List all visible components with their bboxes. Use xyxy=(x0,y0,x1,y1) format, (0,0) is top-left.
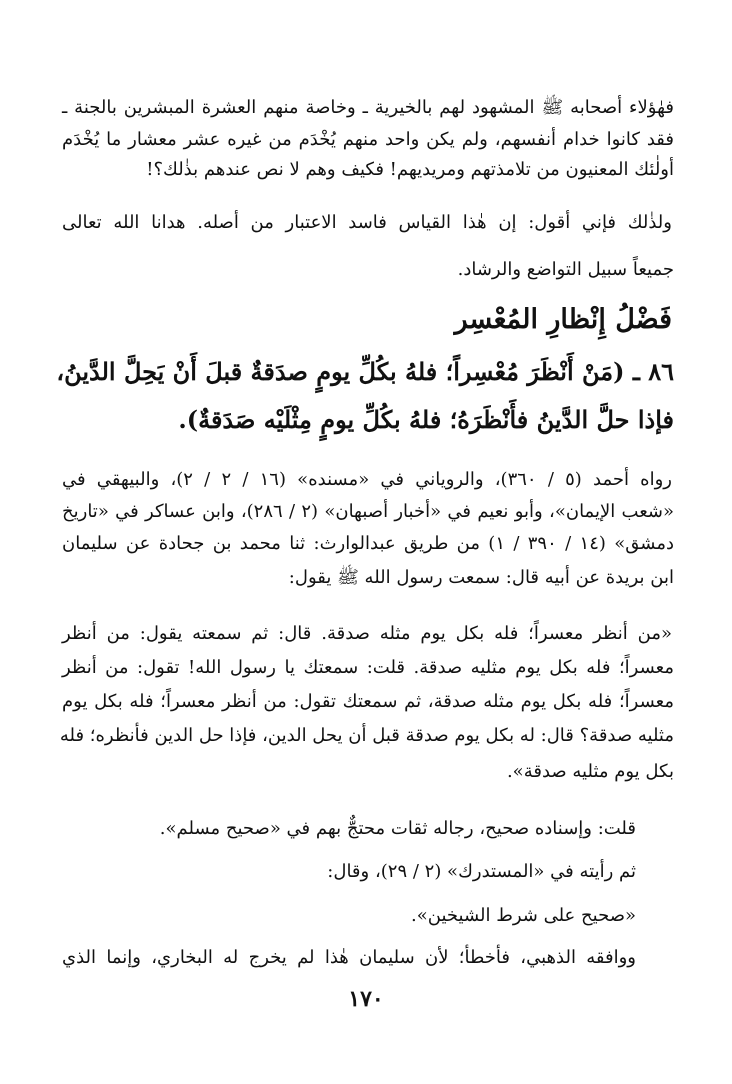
p2-line-2: جميعاً سبيل التواضع والرشاد. xyxy=(457,259,674,280)
takhrij-line-2: «شعب الإيمان»، وأبو نعيم في «أخبار أصبهان» (٢ / ٢٨٦)، وابن عساكر في «تاريخ xyxy=(62,501,674,522)
quote-line-1: «من أنظر معسراً؛ فله بكل يوم مثله صدقة. قال: ثم سمعته يقول: من أنظر xyxy=(62,623,672,644)
note-dhahabi: ووافقه الذهبي، فأخطأ؛ لأن سليمان هٰذا لم يخرج له البخاري، وإنما الذي xyxy=(62,947,636,968)
takhrij-line-4: ابن بريدة عن أبيه قال: سمعت رسول الله ﷺ يقول: xyxy=(288,567,674,588)
hadith-line-1: ٨٦ ـ (مَنْ أَنْظَرَ مُعْسِراً؛ فلهُ بكُلِّ يومٍ صدَقةٌ قبلَ أَنْ يَحِلَّ الدَّينُ، xyxy=(56,357,674,386)
quote-line-2: معسراً؛ فله بكل يوم مثليه صدقة. قلت: سمعتك يا رسول الله! تقول: من أنظر xyxy=(62,657,674,678)
quote-line-3: معسراً؛ فله بكل يوم مثله صدقة، ثم سمعتك تقول: من أنظر معسراً؛ فله بكل يوم xyxy=(62,691,674,712)
takhrij-line-1: رواه أحمد (٥ / ٣٦٠)، والروياني في «مسنده» (١٦ / ٢ / ٢)، والبيهقي في xyxy=(62,469,672,490)
quote-line-4: مثليه صدقة؟ قال: له بكل يوم صدقة قبل أن يحل الدين، فإذا حل الدين فأنظره؛ فله xyxy=(59,725,674,746)
p1-line-3: أولٰئك المعنيون من تلامذتهم ومريديهم! فكيف وهم لا نص عندهم بذٰلك؟! xyxy=(146,159,674,180)
p1-line-1: فهٰؤلاء أصحابه ﷺ المشهود لهم بالخيرية ـ وخاصة منهم العشرة المبشرين بالجنة ـ xyxy=(62,97,674,118)
p1-line-2: فقد كانوا خدام أنفسهم، ولم يكن واحد منهم يُخْدَم من غيره عشر معشار ما يُخْدَم xyxy=(62,129,674,150)
hadith-line-2: فإذا حلَّ الدَّينُ فأَنْظَرَهُ؛ فلهُ بكُلِّ يومٍ مِثْلَيْه صَدَقةٌ). xyxy=(178,405,674,434)
p2-line-1: ولذٰلك فإني أقول: إن هٰذا القياس فاسد الاعتبار من أصله. هدانا الله تعالى xyxy=(62,212,672,233)
section-title: فَضْلُ إِنْظارِ المُعْسِر xyxy=(454,304,672,335)
note-mustadrak: ثم رأيته في «المستدرك» (٢ / ٢٩)، وقال: xyxy=(327,861,636,882)
note-shaykhayn: «صحيح على شرط الشيخين». xyxy=(411,905,636,926)
takhrij-line-3: دمشق» (١٤ / ٣٩٠ / ١) من طريق عبدالوارث: ثنا محمد بن جحادة عن سليمان xyxy=(62,533,674,554)
page-number: ١٧٠ xyxy=(348,986,384,1012)
note-sahih: قلت: وإسناده صحيح، رجاله ثقات محتجٌّ بهم في «صحيح مسلم». xyxy=(159,818,636,839)
quote-line-5: بكل يوم مثليه صدقة». xyxy=(506,761,674,782)
